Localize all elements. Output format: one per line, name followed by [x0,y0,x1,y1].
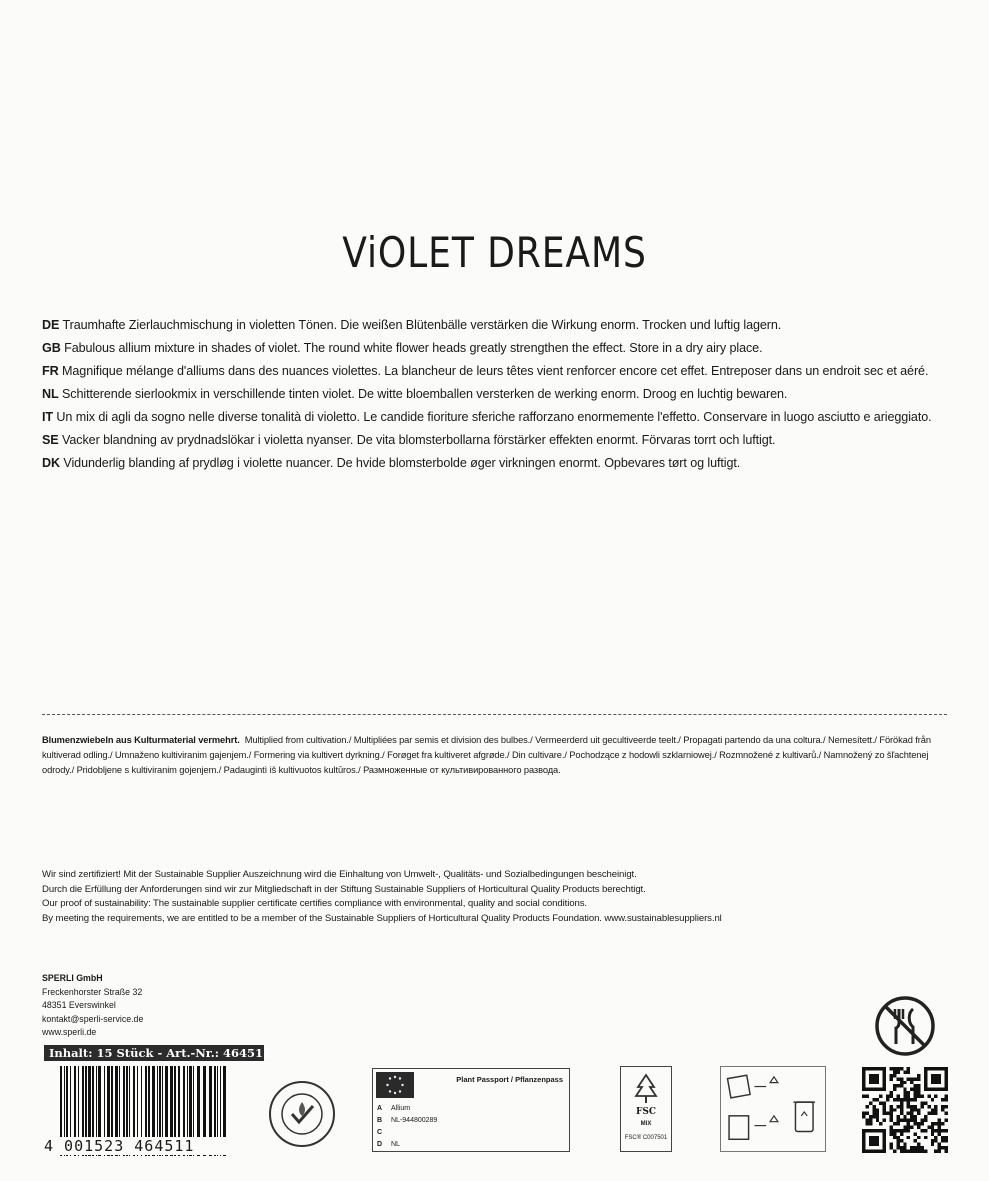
lang-code: DE [42,318,60,332]
pp-key: C [377,1129,383,1136]
pp-key: B [377,1117,383,1124]
description-list [42,318,947,479]
pp-row [377,1115,437,1127]
description-text: Vacker blandning av prydnadslökar i violetta nyanser. De vita blomsterbollarna förstärker effekten enormt. Förvaras torrt och luftigt. [62,433,776,447]
description-text: Fabulous allium mixture in shades of violet. The round white flower heads greatly strengthen the effect. Store in a dry airy place. [64,341,763,355]
pp-row [377,1127,437,1139]
qr-code-icon [862,1067,948,1153]
barcode-digits: 4 001523 464511 [44,1137,239,1155]
fsc-tree-icon [628,1071,664,1105]
cultivation-lead: Blumenzwiebeln aus Kulturmaterial vermehrt. [42,735,240,745]
not-edible-icon [874,995,936,1057]
certification-note [42,868,947,926]
company-address [42,972,143,1040]
description-text: Traumhafte Zierlauchmischung in violetten Tönen. Die weißen Blütenbälle verstärken die Wirkung enorm. Trocken und luftig lagern. [62,318,782,332]
plant-passport-rows [377,1103,437,1151]
plant-passport [372,1068,570,1152]
cultivation-text: Multiplied from cultivation./ Multipliées par semis et division des bulbes./ Vermeerderd uit gecultiveerde teelt./ Propagati partendo da una coltura./ Nemesített./ Förökad från kultiverad odling./ Umnaženo kultiviranim gajenjem./ Formering via kultivert dyrkning./ Forøget fra kultiveret afgrøde./ Din cultivare./ Pochodzące z hodowli szklarniowej./ Rozmnožené z kultivarů./ Namnožený zo šľachtenej odrody./ Pridobljene s kultiviranim gojenjem./ Padaugintì iš kultivuotos kultūros./ Размноженные от культивированного развода. [42,735,931,775]
description-text: Magnifique mélange d'alliums dans des nuances violettes. La blancheur de leurs têtes vient renforcer encore cet effet. Entreposer dans un endroit sec et aéré. [62,364,929,378]
recycling-info-icon [720,1066,826,1152]
description-text: Schitterende sierlookmix in verschillende tinten violet. De witte bloemballen versterken de werking enorm. Droog en luchtig bewaren. [62,387,788,401]
description-de [42,318,947,333]
pp-row [377,1139,437,1151]
pp-value: NL [391,1141,400,1148]
description-text: Un mix di agli da sogno nelle diverse tonalità di violetto. Le candide fioriture sferiche rafforzano enormemente l'effetto. Conservare in luogo asciutto e arieggiato. [56,410,932,424]
company-street: Freckenhorster Straße 32 [42,986,143,997]
lang-code: DK [42,456,60,470]
pp-value: NL-944800289 [391,1117,438,1124]
company-name: SPERLI GmbH [42,973,103,983]
fsc-logo-icon [620,1066,672,1152]
cert-line: By meeting the requirements, we are entitled to be a member of the Sustainable Suppliers of Horticultural Quality Products Foundation. www.sustainablesuppliers.nl [42,912,722,924]
description-se [42,433,947,448]
pp-key: D [377,1141,383,1148]
description-gb [42,341,947,356]
pp-key: A [377,1105,383,1112]
eu-flag-icon [376,1072,414,1098]
pp-row [377,1103,437,1115]
cert-line: Our proof of sustainability: The sustainable supplier certificate certifies compliance with environmental, quality and social conditions. [42,898,587,909]
cert-line: Durch die Erfüllung der Anforderungen sind wir zur Mitgliedschaft in der Stiftung Sustainable Suppliers of Horticultural Quality Products berechtigt. [42,883,646,895]
lang-code: SE [42,433,59,447]
content-label: Inhalt: 15 Stück - Art.-Nr.: 464511 [44,1045,264,1061]
lang-code: IT [42,410,53,424]
fsc-mix: MIX [640,1121,652,1127]
sustainable-supplier-seal-icon [268,1080,336,1148]
lang-code: NL [42,387,59,401]
description-text: Vidunderlig blanding af prydløg i violette nuancer. De hvide blomsterbolde øger virkningen enormt. Opbevares tørt og luftigt. [63,456,741,470]
company-email: kontakt@sperli-service.de [42,1013,144,1024]
description-nl [42,387,947,402]
description-fr [42,364,947,379]
fsc-code: FSC® C007501 [624,1135,668,1141]
plant-passport-title: Plant Passport / Pflanzenpass [456,1075,563,1084]
description-it [42,410,947,425]
company-city: 48351 Everswinkel [42,1000,116,1011]
lang-code: GB [42,341,61,355]
lang-code: FR [42,364,59,378]
cert-line: Wir sind zertifiziert! Mit der Sustainable Supplier Auszeichnung wird die Einhaltung von Umwelt-, Qualitäts- und Sozialbedingungen bescheinigt. [42,869,637,880]
pp-value: Allium [391,1105,411,1112]
company-web: www.sperli.de [42,1027,97,1038]
description-dk [42,456,947,471]
dashed-divider [42,714,947,715]
cultivation-note [42,733,947,778]
product-title: ViOLET DREAMS [342,228,647,277]
fsc-label: FSC [635,1107,657,1117]
